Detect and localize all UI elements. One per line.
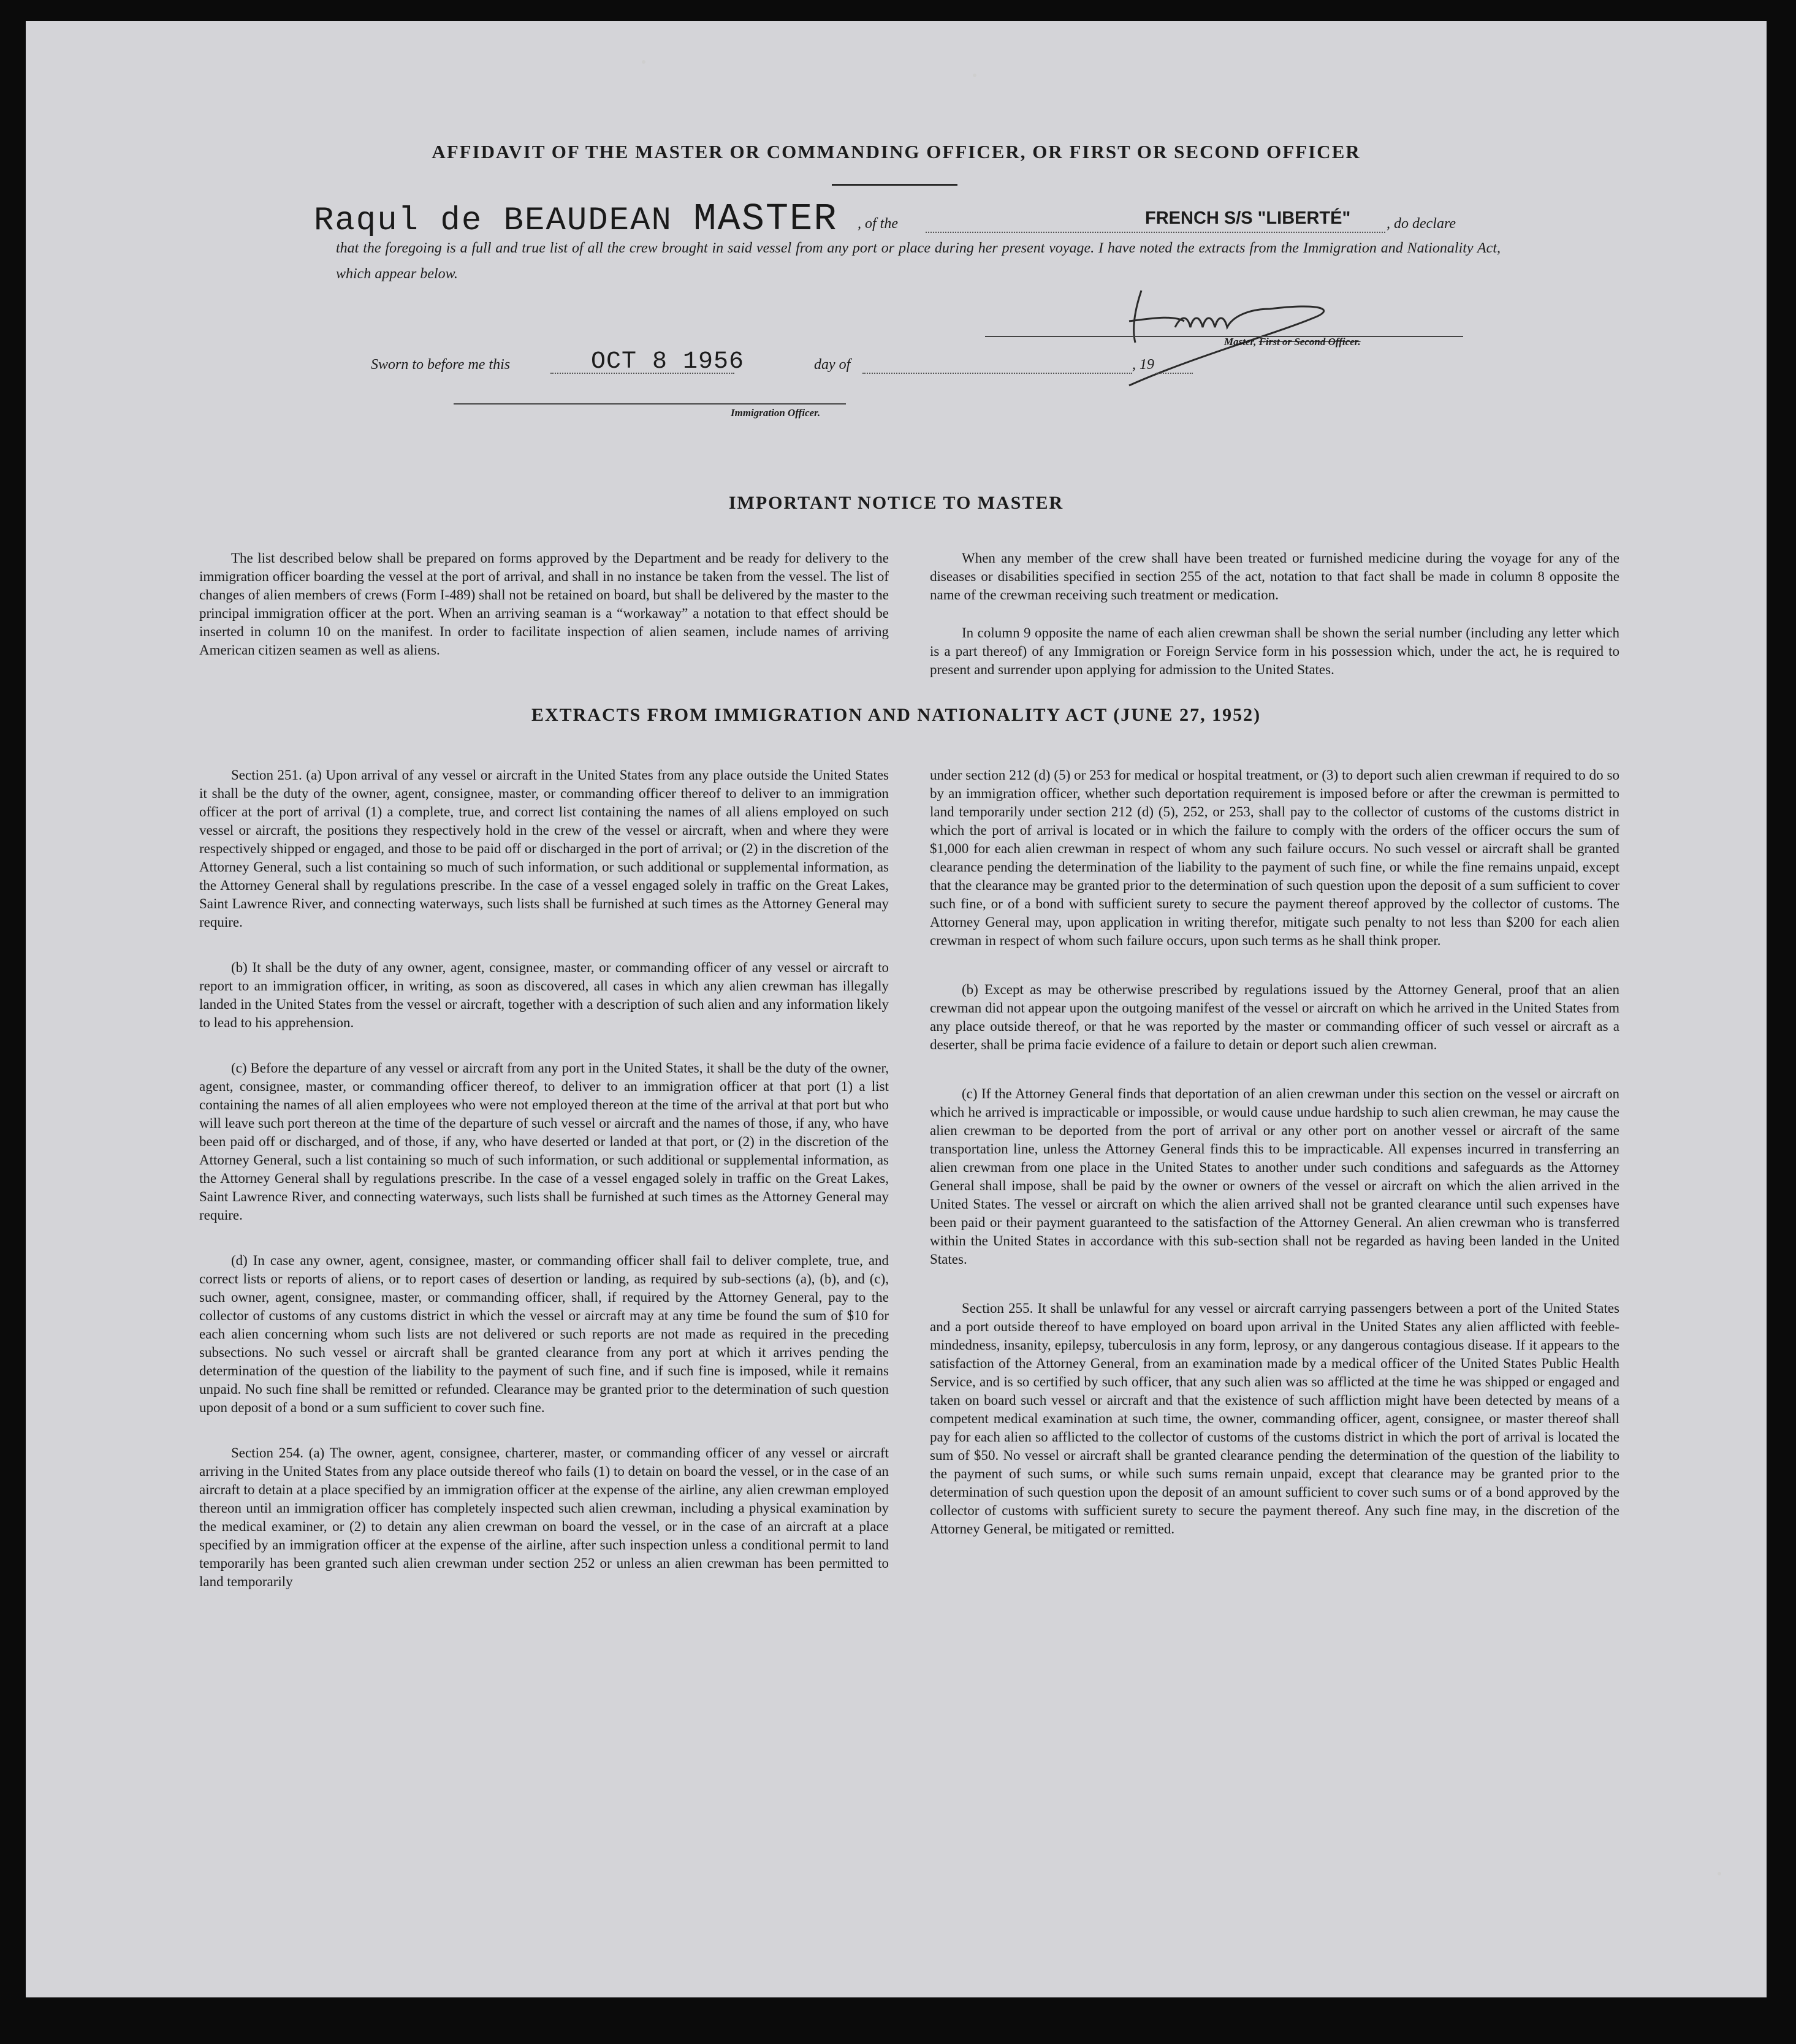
sworn-date: OCT 8 1956 <box>591 348 745 376</box>
notice-heading: IMPORTANT NOTICE TO MASTER <box>728 493 1064 513</box>
document-sheet <box>26 21 1767 1997</box>
extracts-left-column <box>199 748 889 1618</box>
master-name <box>314 197 838 241</box>
title-rule <box>832 184 957 186</box>
of-the-label: , of the <box>858 216 898 232</box>
notice-paragraph: When any member of the crew shall have been treated or furnished medicine during the voyage for any of the diseases or disabilities specified in section 255 of the act, notation to that fact shall be made in column 8 opposite the name of the crewman receiving such treatment or medication. <box>930 550 1619 602</box>
month-line <box>862 373 1132 374</box>
speck <box>973 74 976 77</box>
officer-line <box>454 403 846 405</box>
extract-paragraph: Section 254. (a) The owner, agent, consignee, charterer, master, or commanding officer of any vessel or aircraft arriving in the United States from any place outside thereof who fails (1) to detain on board the vessel, or in the case of an aircraft to detain at a place specified by an immigration officer at the expense of the airline, any alien crewman employed thereon until an immigration officer has completely inspected such alien crewman, including a physical examination by the medical examiner, or (2) to detain any alien crewman on board the vessel, or in the case of an aircraft at a place specified by an immigration officer at the expense of the airline, after such inspection unless a conditional permit to land temporarily has been granted such alien crewman under section 252 or unless an alien crewman has been permitted to land temporarily <box>199 1445 889 1589</box>
notice-left-column <box>199 531 889 686</box>
year-prefix: , 19 <box>1132 357 1154 373</box>
notice-paragraph: The list described below shall be prepared on forms approved by the Department and be ready for delivery to the immigration officer boarding the vessel at the port of arrival, and shall in no instance be taken from the vessel. The list of changes of alien members of crews (Form I-489) shall not be retained on board, but shall be delivered by the master to the principal immigration officer at the port. When an arriving seaman is a “workaway” a notation to that effect should be inserted in column 10 on the manifest. In order to facilitate inspection of alien seamen, include names of arriving American citizen seamen as well as aliens. <box>199 550 889 658</box>
caption-struck: First or Second Officer. <box>1258 336 1361 348</box>
declaration-text: that the foregoing is a full and true list of all the crew brought in said vessel from any port or place during her present voyage. I have noted the extracts from the Immigration and Nationality Act, which appear below. <box>336 240 1501 282</box>
extract-paragraph: under section 212 (d) (5) or 253 for medical or hospital treatment, or (3) to deport such alien crewman if required to do so by an immigration officer, whether such deportation requirement is imposed before or after the crewman is permitted to land temporarily under section 212 (d) (5), 252, or 253, shall pay to the collector of customs of the customs district in which the port of arrival is located or in which the failure to comply with the orders of the officer occurs the sum of $1,000 for each alien crewman in respect of whom any such failure occurs. No such vessel or aircraft shall be granted clearance pending the determination of the liability to the payment of such fine, or while the fine remains unpaid, except that the clearance may be granted prior to the determination of such question upon the deposit of a sum sufficient to cover such fine, or of a bond with sufficient surety to secure the payment thereof approved by the collector of customs. The Attorney General may, upon application in writing therefor, mitigate such penalty to not less than $200 for each alien crewman in respect of whom such failure occurs, upon such terms as he shall think proper. <box>930 767 1619 948</box>
extracts-right-column <box>930 748 1619 1565</box>
extract-paragraph: Section 251. (a) Upon arrival of any vessel or aircraft in the United States from any place outside the United States it shall be the duty of the owner, agent, consignee, master, or commanding officer thereof to deliver to an immigration officer at the port of arrival (1) a complete, true, and correct list containing the names of all aliens employed on such vessel or aircraft, the positions they respectively hold in the crew of the vessel or aircraft, when and where they were respectively shipped or engaged, and those to be paid off or discharged in the port of arrival; or (2) in the discretion of the Attorney General, such a list containing so much of such information, or such additional or supplemental information, as the Attorney General shall by regulations prescribe. In the case of a vessel engaged solely in traffic on the Great Lakes, Saint Lawrence River, and connecting waterways, such lists shall be furnished at such times as the Attorney General may require. <box>199 767 889 930</box>
vessel-name: FRENCH S/S "LIBERTÉ" <box>1145 208 1351 228</box>
extract-paragraph: (c) Before the departure of any vessel or aircraft from any port in the United States, it shall be the duty of the owner, agent, consignee, master, or commanding officer thereof, to deliver to an immigration officer at that port (1) a list containing the names of all alien employees who were not employed thereon at the time of the arrival at that port but who will leave such port thereon at the time of the departure of such vessel or aircraft and the names of those, if any, who have been paid off or discharged, and of those, if any, who have deserted or landed at that port, or (2) in the discretion of the Attorney General, such a list containing so much of such information, or such additional or supplemental information, as the Attorney General shall by regulations prescribe. In the case of a vessel engaged solely in traffic on the Great Lakes, Saint Lawrence River, and connecting waterways, such lists shall be furnished at such times as the Attorney General may require. <box>199 1060 889 1223</box>
year-line <box>1156 373 1193 374</box>
day-of-label: day of <box>814 357 851 373</box>
master-title-text: MASTER <box>693 197 838 241</box>
extracts-heading: EXTRACTS FROM IMMIGRATION AND NATIONALITY ACT (JUNE 27, 1952) <box>531 705 1261 725</box>
notice-right-column <box>930 531 1619 706</box>
speck <box>642 60 645 64</box>
speck <box>1718 1872 1721 1875</box>
signature-caption <box>1224 336 1361 348</box>
vessel-line <box>926 232 1385 233</box>
sworn-prefix: Sworn to before me this <box>371 357 511 373</box>
affidavit-title: AFFIDAVIT OF THE MASTER OR COMMANDING OFFICER, OR FIRST OR SECOND OFFICER <box>432 141 1361 162</box>
extract-paragraph: (b) Except as may be otherwise prescribed by regulations issued by the Attorney General, proof that an alien crewman did not appear upon the outgoing manifest of the vessel or aircraft on which he arrived in the United States from any place outside thereof, or that he was reported by the master or commanding officer of such vessel or aircraft as a deserter, shall be prima facie evidence of a failure to detain or deport such alien crewman. <box>930 982 1619 1052</box>
extract-paragraph: Section 255. It shall be unlawful for any vessel or aircraft carrying passengers between a port of the United States and a port outside thereof to have employed on board upon arrival in the United States any alien afflicted with feeble-mindedness, insanity, epilepsy, tuberculosis in any form, leprosy, or any dangerous contagious disease. If it appears to the satisfaction of the Attorney General, from an examination made by a medical officer of the United States Public Health Service, and is so certified by such officer, that any such alien was so afflicted at the time he was shipped or engaged and taken on board such vessel or aircraft and that the existence of such affliction might have been detected by means of a competent medical examination at such time, the owner, commanding officer, agent, consignee, or master thereof shall pay for each alien so afflicted to the collector of customs of the customs district in which the port of arrival is located the sum of $50. No vessel or aircraft shall be granted clearance pending the determination of the question of the liability to the payment of such sums, or while such sums remain unpaid, except that clearance may be granted prior to the determination of such question upon the deposit of an amount sufficient to cover such sums or of a bond approved by the collector of customs with sufficient surety to secure the payment thereof. Any such fine may, in the discretion of the Attorney General, be mitigated or remitted. <box>930 1301 1619 1537</box>
extract-paragraph: (b) It shall be the duty of any owner, agent, consignee, master, or commanding officer of any vessel or aircraft to report to an immigration officer, in writing, as soon as discovered, all cases in which any alien crewman has illegally landed in the United States from the vessel or aircraft, together with a description of such alien and any information likely to lead to his apprehension. <box>199 960 889 1030</box>
master-name-text: Raqul de BEAUDEAN <box>314 202 694 240</box>
officer-caption: Immigration Officer. <box>731 407 821 419</box>
extract-paragraph: (c) If the Attorney General finds that deportation of an alien crewman under this section on the vessel or aircraft on which he arrived is impracticable or impossible, or would cause undue hardship to such alien crewman, he may cause the alien crewman to be deported from the port of arrival or any other port on another vessel or aircraft of the same transportation line, unless the Attorney General finds this to be impracticable. All expenses incurred in transferring an alien crewman from one place in the United States to another under such conditions and safeguards as the Attorney General shall impose, shall be paid by the owner or owners of the vessel or aircraft on which the alien arrived in the United States. The vessel or aircraft on which the alien arrived shall not be granted clearance until such expenses have been paid or their payment guaranteed to the satisfaction of the Attorney General. An alien crewman who is transferred within the United States in accordance with this sub-section shall not be regarded as having been landed in the United States. <box>930 1086 1619 1267</box>
do-declare-label: , do declare <box>1387 216 1456 232</box>
caption-master: Master, <box>1224 336 1259 348</box>
extract-paragraph: (d) In case any owner, agent, consignee, master, or commanding officer shall fail to deliver complete, true, and correct lists or reports of aliens, or to report cases of desertion or landing, as required by sub-sections (a), (b), and (c), such owner, agent, consignee, master, or commanding officer, shall, if required by the Attorney General, pay to the collector of customs of any customs district in which the vessel or aircraft may at any time be found the sum of $10 for each alien concerning whom such lists are not delivered or such reports are not made as required in the preceding subsections. No such vessel or aircraft shall be granted clearance from any port at which it arrives pending the determination of the question of the liability to the payment of such fine, and if such fine is imposed, while it remains unpaid. No such fine shall be remitted or refunded. Clearance may be granted prior to the determination of such question upon deposit of a bond or a sum sufficient to cover such fine. <box>199 1253 889 1415</box>
notice-paragraph: In column 9 opposite the name of each alien crewman shall be shown the serial number (including any letter which is a part thereof) of any Immigration or Foreign Service form in his possession which, under the act, he is required to present and surrender upon applying for admission to the United States. <box>930 625 1619 677</box>
